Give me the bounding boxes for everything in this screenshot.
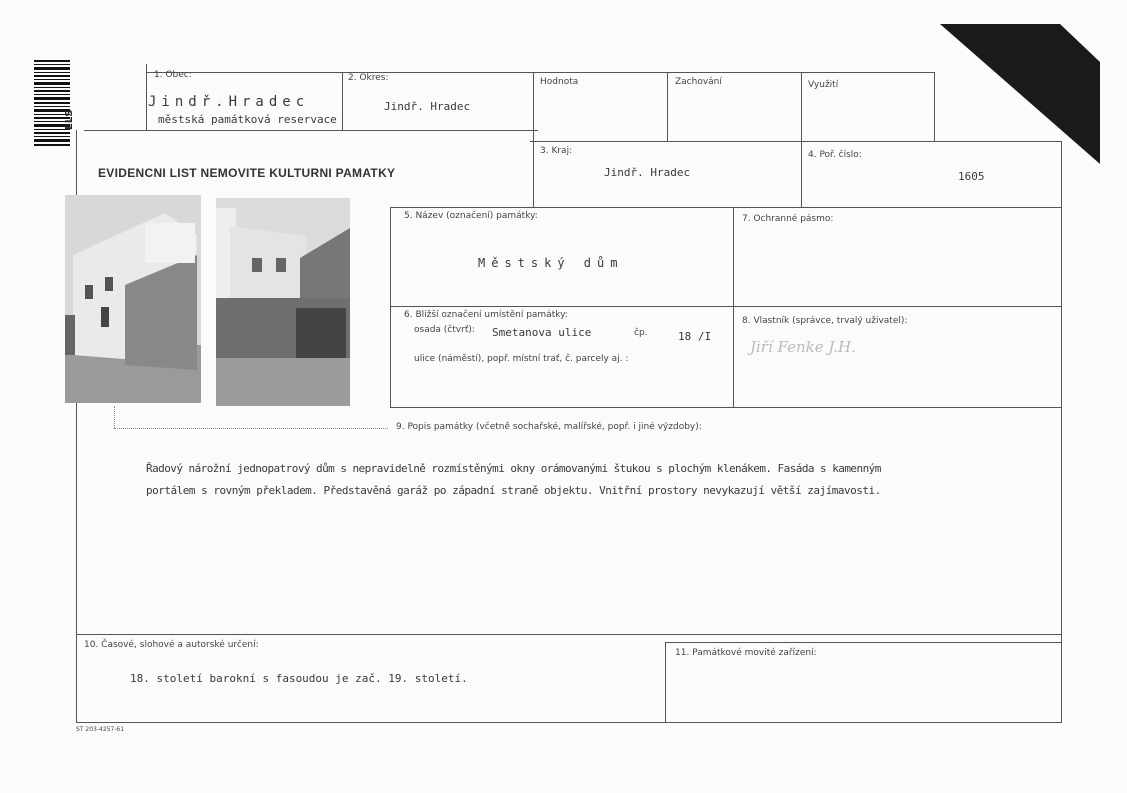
vyuziti-label: Využití [808,80,839,90]
okres-value: Jindř. Hradec [384,100,471,113]
kraj-value: Jindř. Hradec [604,166,691,179]
nazev-value: Městský dům [478,256,624,270]
osada-label: osada (čtvrť): [414,325,475,335]
cp-value: 18 /I [678,330,712,343]
rule [146,72,934,73]
black-corner-mark [940,24,1100,164]
popis-label: 9. Popis památky (včetně sochařské, malířské, popř. i jiné výzdoby): [396,422,702,432]
cp-label: čp. [634,328,648,338]
ochranne-pasmo-label: 7. Ochranné pásmo: [742,214,834,224]
popis-line-1: Řadový nárožní jednopatrový dům s nepravidelně rozmístěnými okny orámovanými štukou s plochým klenákem. Fasáda s kamenným [146,462,881,475]
nazev-label: 5. Název (označení) památky: [404,211,538,221]
rule [665,642,1061,643]
casove-label: 10. Časové, slohové a autorské určení: [84,640,259,650]
hodnota-label: Hodnota [540,77,579,87]
photo-frame-border [114,406,115,428]
rule [667,72,668,142]
movite-label: 11. Památkové movité zařízení: [675,648,817,658]
form-code: ST 203-4257-61 [76,726,125,733]
rule [801,72,802,208]
rule [533,72,534,208]
rule [390,207,1062,208]
rule [84,130,538,131]
rule [342,72,343,130]
osada-value: Smetanova ulice [492,326,592,339]
rule [530,141,1062,142]
okres-label: 2. Okres: [348,73,389,83]
obec-value: Jindř.Hradec [148,94,310,110]
vlastnik-label: 8. Vlastník (správce, trvalý uživatel): [742,316,908,326]
rule [665,642,666,722]
rule [1061,141,1062,723]
form-title: EVIDENCNI LIST NEMOVITE KULTURNI PAMATKY [98,166,396,180]
rule [390,407,1062,408]
umisteni-label: 6. Bližší označení umístění památky: [404,310,568,320]
obec-label: 1. Obec: [154,70,192,80]
por-cislo-label: 4. Poř. číslo: [808,150,862,160]
building-photo-2 [216,198,350,406]
vlastnik-signature: Jiří Fenke J.H. [750,338,856,356]
popis-line-2: portálem s rovným překladem. Představěná garáž po západní straně objektu. Vnitřní prostory nevykazují větší zajímavosti. [146,484,881,497]
rule [934,72,935,142]
building-photo-1 [65,195,201,403]
rule [390,306,1062,307]
rule [733,207,734,407]
rule [76,722,1062,723]
barcode-icon [34,60,70,148]
por-cislo-value: 1605 [958,170,985,183]
kraj-label: 3. Kraj: [540,146,573,156]
rule [146,64,147,130]
zachovani-label: Zachování [675,77,722,87]
obec-value-2: městská památková reservace [158,113,337,126]
rule [76,634,1062,635]
barcode-label: ELS [64,109,75,130]
ulice-label: ulice (náměstí), popř. místní trať, č. parcely aj. : [414,354,629,364]
casove-value: 18. století barokní s fasoudou je zač. 19. století. [130,672,468,685]
photo-frame-border [114,428,388,429]
rule [390,207,391,407]
